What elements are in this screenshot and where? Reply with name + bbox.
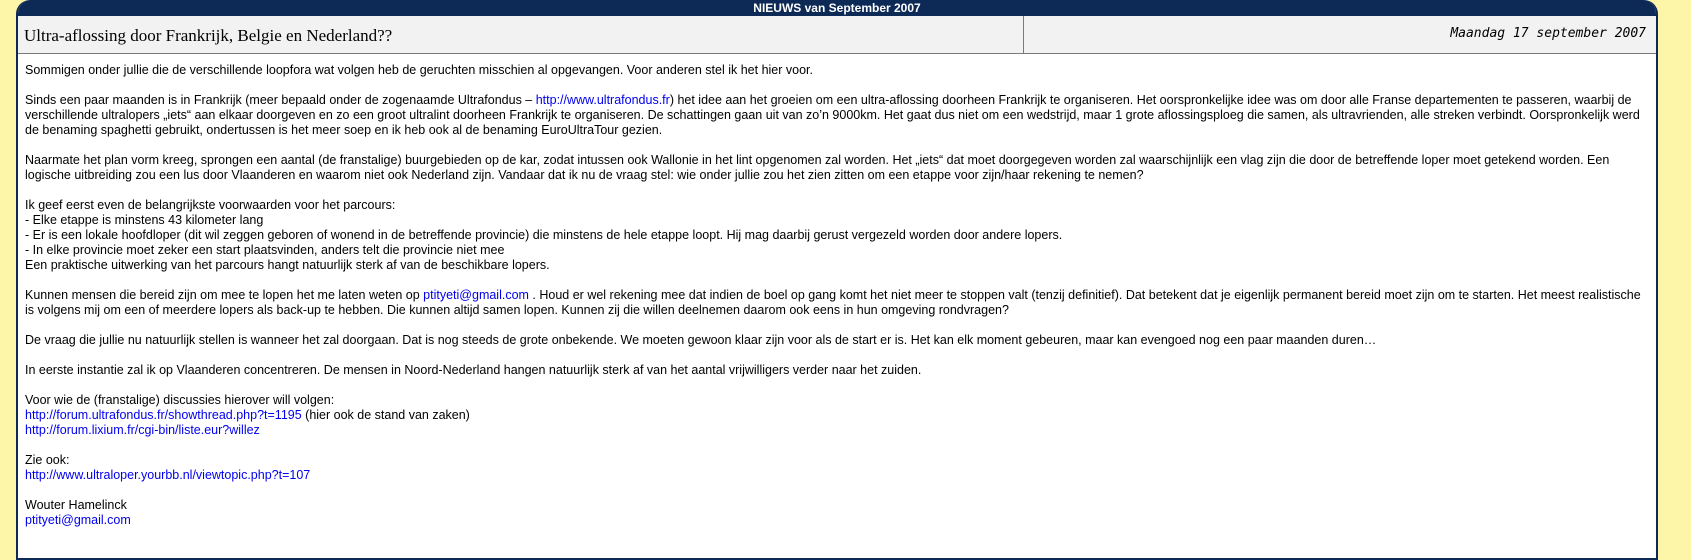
paragraph-volunteers xyxy=(25,288,1649,318)
news-banner: NIEUWS van September 2007 xyxy=(18,0,1656,16)
paragraph-focus: In eerste instantie zal ik op Vlaanderen concentreren. De mensen in Noord-Nederland hangen natuurlijk sterk af van het aantal vrijwilligers verder naar het zuiden. xyxy=(25,363,922,377)
paragraph-see-also xyxy=(25,453,1649,483)
conditions-intro: Ik geef eerst even de belangrijkste voorwaarden voor het parcours: xyxy=(25,198,396,212)
see-also-label: Zie ook: xyxy=(25,453,70,467)
paragraph-timing: De vraag die jullie nu natuurlijk stellen is wanneer het zal doorgaan. Dat is nog steeds de grote onbekende. We moeten gewoon klaar zijn voor als de start er is. Het kan elk moment gebeuren, maar kan evengoed nog een paar maanden duren… xyxy=(25,333,1377,347)
article-date: Maandag 17 september 2007 xyxy=(1450,26,1646,41)
signature xyxy=(25,498,1649,528)
paragraph-conditions xyxy=(25,198,1649,273)
link-note: (hier ook de stand van zaken) xyxy=(301,408,470,422)
paragraph-text: Kunnen mensen die bereid zijn om mee te lopen het me laten weten op xyxy=(25,288,424,302)
article-title: Ultra-aflossing door Frankrijk, Belgie en Nederland?? xyxy=(18,16,1024,53)
paragraph-intro: Sommigen onder jullie die de verschillende loopfora wat volgen heb de geruchten misschien al opgevangen. Voor anderen stel ik het hier voor. xyxy=(25,63,813,77)
conditions-outro: Een praktische uitwerking van het parcours hangt natuurlijk sterk af van de beschikbare lopers. xyxy=(25,258,550,272)
discussion-line xyxy=(25,408,1649,423)
forum-ultrafondus-link[interactable]: http://forum.ultrafondus.fr/showthread.php?t=1195 xyxy=(25,408,302,422)
author-email-link[interactable]: ptityeti@gmail.com xyxy=(25,513,131,527)
paragraph-text: ) het idee aan het groeien om een ultra-aflossing doorheen Frankrijk te organiseren. Het oorspronkelijke idee was om door alle Franse departementen te passeren, waarbij de verschillende ultralopers „iets“ aan elkaar doorgeven en zo een groot ultralint doorheen Frankrijk te organiseren. De schattingen gaan uit van zo’n 9000km. Het gaat dus niet om een wedstrijd, maar 1 grote aflossingsploeg die samen, als ultravrienden, alle streken verbindt. Oorspronkelijk werd de benaming spaghetti gebruikt, ondertussen is het meer soep en ik heb ook al de benaming EuroUltraTour gezien. xyxy=(25,93,1640,137)
condition-item: - In elke provincie moet zeker een start plaatsvinden, anders telt die provincie niet mee xyxy=(25,243,505,257)
ultrafondus-link[interactable]: http://www.ultrafondus.fr xyxy=(535,93,670,107)
discussions-intro: Voor wie de (franstalige) discussies hierover will volgen: xyxy=(25,393,335,407)
condition-item: - Elke etappe is minstens 43 kilometer lang xyxy=(25,213,264,227)
article-header xyxy=(18,16,1656,54)
paragraph-discussions xyxy=(25,393,1649,438)
paragraph-text: . Houd er wel rekening mee dat indien de boel op gang komt het niet meer te stoppen valt (tenzij definitief). Dat betekent dat je eigenlijk permanent bereid moet zijn om te starten. Het meest realistische is volgens mij om een of meerdere lopers als back-up te hebben. Die kunnen altijd samen lopen. Kunnen zij die willen deelnemen daarom ook eens in hun omgeving rondvragen? xyxy=(25,288,1641,317)
paragraph-plan: Naarmate het plan vorm kreeg, sprongen een aantal (de franstalige) buurgebieden op de kar, zodat intussen ook Wallonie in het lint opgenomen zal worden. Het „iets“ dat moet doorgegeven worden zal waarschijnlijk een vlag zijn die door de betreffende loper moet getekend worden. Een logische uitbreiding zou een lus door Vlaanderen en waarom niet ook Nederland zijn. Vandaar dat ik nu de vraag stel: wie onder jullie zou het zien zitten om een etappe voor zijn/haar rekening te nemen? xyxy=(25,153,1610,182)
paragraph-text: Sinds een paar maanden is in Frankrijk (meer bepaald onder de zogenaamde Ultrafondus – xyxy=(25,93,536,107)
email-link[interactable]: ptityeti@gmail.com xyxy=(423,288,529,302)
article-body xyxy=(18,54,1656,528)
forum-lixium-link[interactable]: http://forum.lixium.fr/cgi-bin/liste.eur?willez xyxy=(25,423,260,437)
condition-item: - Er is een lokale hoofdloper (dit wil zeggen geboren of wonend in de betreffende provincie) die minstens de hele etappe loopt. Hij mag daarbij gerust vergezeld worden door andere lopers. xyxy=(25,228,1063,242)
paragraph-background xyxy=(25,93,1649,138)
news-frame xyxy=(16,0,1658,560)
ultraloper-forum-link[interactable]: http://www.ultraloper.yourbb.nl/viewtopic.php?t=107 xyxy=(25,468,311,482)
author-name: Wouter Hamelinck xyxy=(25,498,127,512)
